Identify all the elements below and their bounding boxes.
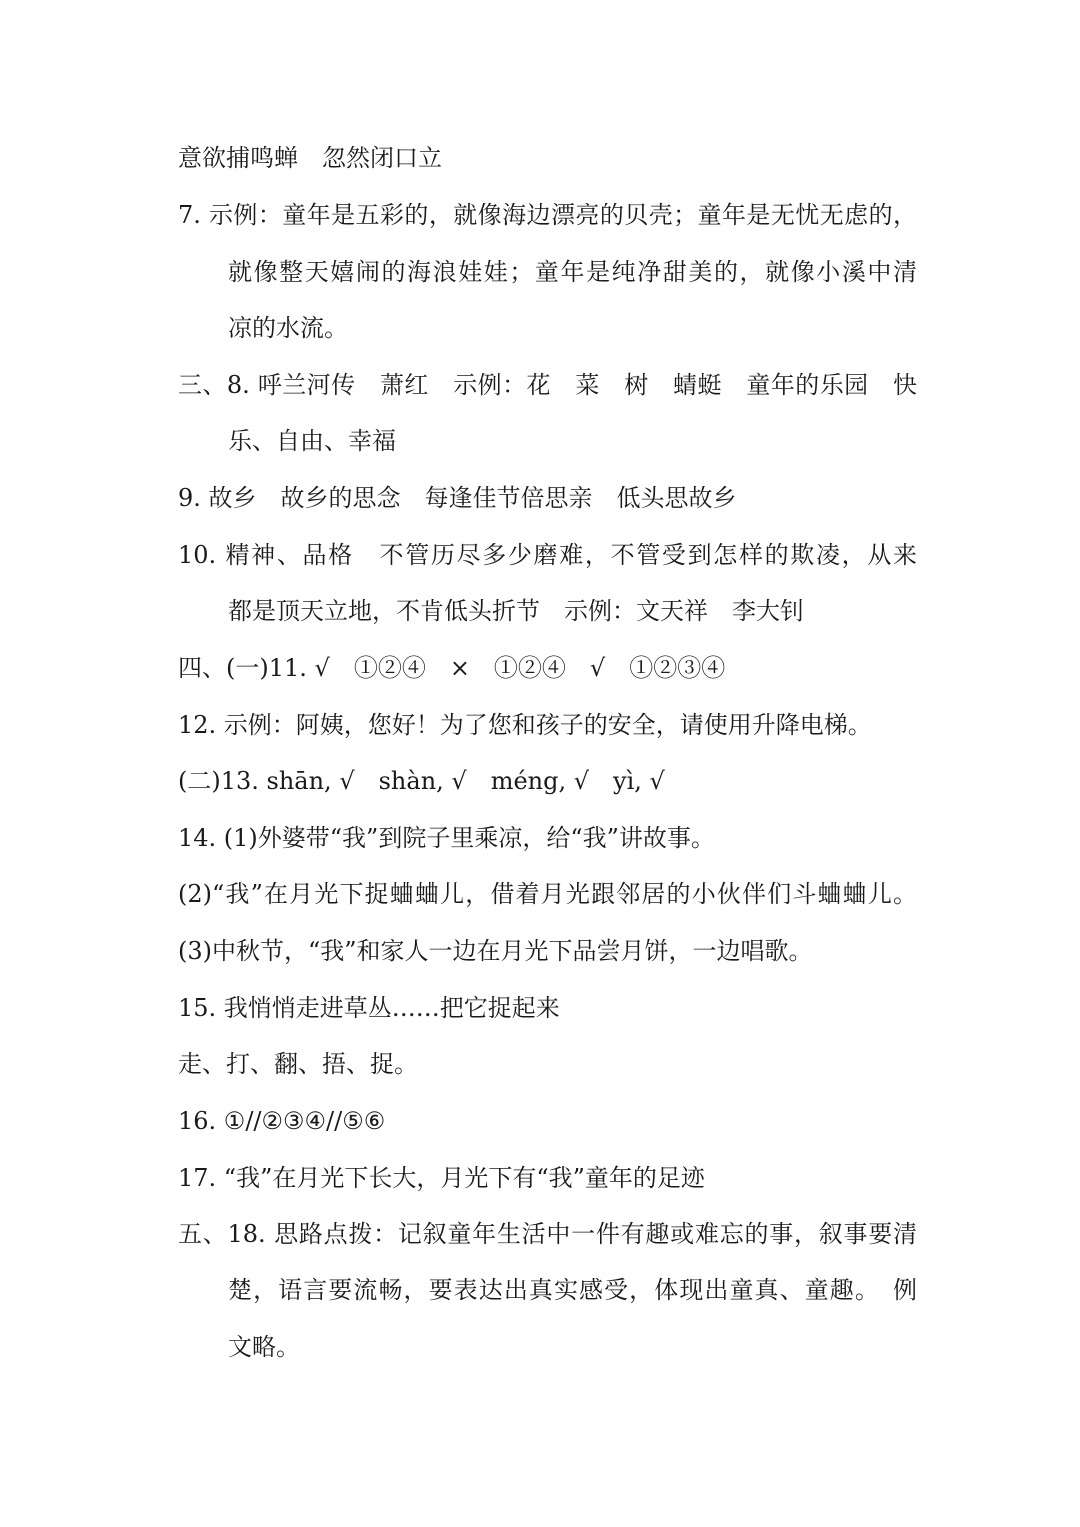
- answer-line: 楚，语言要流畅，要表达出真实感受，体现出童真、童趣。 例: [228, 1276, 917, 1304]
- answer-line: 15. 我悄悄走进草丛……把它捉起来: [178, 994, 560, 1022]
- answer-line: 就像整天嬉闹的海浪娃娃；童年是纯净甜美的，就像小溪中清: [228, 258, 917, 286]
- answer-line: 凉的水流。: [228, 314, 348, 342]
- answer-line: 10. 精神、品格 不管历尽多少磨难，不管受到怎样的欺凌，从来: [178, 541, 917, 569]
- answer-line: 17. “我”在月光下长大，月光下有“我”童年的足迹: [178, 1164, 705, 1192]
- answer-line: (2)“我”在月光下捉蛐蛐儿，借着月光跟邻居的小伙伴们斗蛐蛐儿。: [178, 880, 917, 908]
- answer-line: 文略。: [228, 1333, 300, 1361]
- answer-line: 14. (1)外婆带“我”到院子里乘凉，给“我”讲故事。: [178, 824, 715, 852]
- answer-line: 意欲捕鸣蝉 忽然闭口立: [178, 144, 442, 172]
- answer-line: 五、18. 思路点拨：记叙童年生活中一件有趣或难忘的事，叙事要清: [178, 1220, 917, 1248]
- answer-line: 12. 示例：阿姨，您好！为了您和孩子的安全，请使用升降电梯。: [178, 711, 872, 739]
- answer-line: (3)中秋节，“我”和家人一边在月光下品尝月饼，一边唱歌。: [178, 937, 813, 965]
- answer-line: 16. ①//②③④//⑤⑥: [178, 1107, 386, 1135]
- answer-line: 三、8. 呼兰河传 萧红 示例：花 菜 树 蜻蜓 童年的乐园 快: [178, 371, 917, 399]
- answer-line: 7. 示例：童年是五彩的，就像海边漂亮的贝壳；童年是无忧无虑的，: [178, 201, 917, 229]
- answer-line: 乐、自由、幸福: [228, 427, 396, 455]
- answer-line: (二)13. shān, √ shàn, √ méng, √ yì, √: [178, 767, 665, 795]
- answer-line: 9. 故乡 故乡的思念 每逢佳节倍思亲 低头思故乡: [178, 484, 737, 512]
- answer-line: 走、打、翻、捂、捉。: [178, 1050, 418, 1078]
- answer-line: 四、(一)11. √ ①②④ × ①②④ √ ①②③④: [178, 654, 726, 682]
- answer-line: 都是顶天立地，不肯低头折节 示例：文天祥 李大钊: [228, 597, 804, 625]
